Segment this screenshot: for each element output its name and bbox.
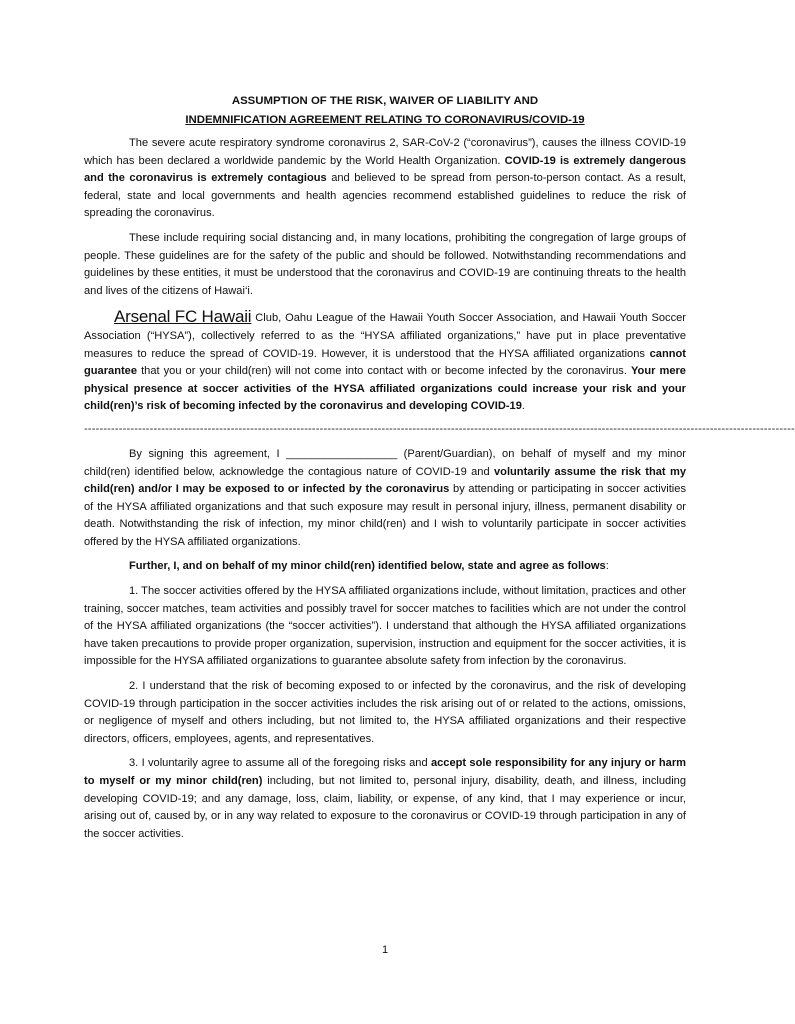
separator-line: ---------------------------------------------------------------------------------------------------------------------------------------------------------------------------------------- bbox=[84, 422, 795, 435]
item3-text-a: 3. I voluntarily agree to assume all of the foregoing risks and bbox=[129, 757, 431, 770]
paragraph-club bbox=[84, 307, 686, 416]
p1-text-c: and believed to be spread from person-to-person contact. As a result, federal, state and local governments and health agencies recommend established guidelines to reduce the risk of spreading the coronavirus. bbox=[84, 172, 686, 220]
document-page bbox=[84, 92, 795, 843]
item3-bold: accept sole responsibility for any injury or harm to myself or my minor child(ren) bbox=[84, 757, 687, 787]
p1-text-a: The severe acute respiratory syndrome coronavirus 2, SAR-CoV-2 (“coronavirus”), causes the illness COVID-19 which has been declared a worldwide pandemic by the World Health Organization. bbox=[84, 137, 686, 167]
p3-text-e: . bbox=[521, 400, 525, 413]
document-title bbox=[84, 92, 686, 130]
p3-text-a: Club, Oahu League of the Hawaii Youth Soccer Association, and Hawaii Youth Soccer Association (“HYSA”), collectively referred to as the “HYSA affiliated organizations,” have put in place preventative measures to reduce the spread of COVID-19. However, it is understood that the HYSA affiliated organizations bbox=[84, 312, 686, 360]
title-line-1: ASSUMPTION OF THE RISK, WAIVER OF LIABILITY AND bbox=[231, 95, 539, 107]
p3-text-c: that you or your child(ren) will not come into contact with or become infected by the coronavirus. bbox=[137, 365, 631, 378]
p3-bold-presence: Your mere physical presence at soccer activities of the HYSA affiliated organizations could increase your risk and your child(ren)’s risk of becoming infected by the coronavirus and developing COVID-19 bbox=[84, 365, 686, 413]
p5-colon: : bbox=[605, 560, 609, 573]
page-number: 1 bbox=[381, 944, 389, 956]
list-item-3 bbox=[84, 755, 686, 843]
paragraph-further bbox=[84, 558, 686, 576]
p4-text-c: by attending or participating in soccer activities of the HYSA affiliated organizations and that such exposure may result in personal injury, illness, permanent disability or death. Notwithstanding the risk of infection, my minor child(ren) and I wish to voluntarily participate in soccer activities offered by the HYSA affiliated organizations. bbox=[84, 483, 686, 548]
paragraph-signing bbox=[84, 446, 686, 552]
title-line-2: INDEMNIFICATION AGREEMENT RELATING TO CORONAVIRUS/COVID-19 bbox=[185, 114, 585, 126]
club-name-field[interactable]: Arsenal FC Hawaii bbox=[114, 307, 252, 327]
p1-bold: COVID-19 is extremely dangerous and the coronavirus is extremely contagious bbox=[84, 154, 686, 185]
list-item-1: 1. The soccer activities offered by the HYSA affiliated organizations include, without limitation, practices and other training, soccer matches, team activities and possibly travel for soccer matches to facilities which are not under the control of the HYSA affiliated organizations (the “soccer activities”). I understand that although the HYSA affiliated organizations have taken precautions to provide proper organization, supervision, instruction and equipment for the soccer activities, it is impossible for the HYSA affiliated organizations to guarantee absolute safety from infection by the coronavirus. bbox=[84, 585, 686, 668]
list-item-2: 2. I understand that the risk of becoming exposed to or infected by the coronavirus, and the risk of developing COVID-19 through participation in the soccer activities includes the risk arising out of or related to the actions, omissions, or negligence of myself and others including, but not limited to, the HYSA affiliated organizations and their respective directors, officers, employees, agents, and representatives. bbox=[84, 680, 686, 745]
paragraph-intro bbox=[84, 135, 686, 223]
p3-bold-guarantee: cannot guarantee bbox=[84, 347, 686, 378]
p4-text-a: By signing this agreement, I __________________ (Parent/Guardian), on behalf of myself and my minor child(ren) identified below, acknowledge the contagious nature of COVID-19 and bbox=[84, 447, 686, 478]
paragraph-guidelines: These include requiring social distancing and, in many locations, prohibiting the congregation of large groups of people. These guidelines are for the safety of the public and should be followed. Notwithstanding recommendations and guidelines by these entities, it must be understood that the coronavirus and COVID-19 are continuing threats to the health and lives of the citizens of Hawai‘i. bbox=[84, 231, 686, 297]
p4-bold: voluntarily assume the risk that my child(ren) and/or I may be exposed to or infected by the coronavirus bbox=[84, 465, 686, 496]
p5-bold: Further, I, and on behalf of my minor child(ren) identified below, state and agree as follows bbox=[129, 560, 606, 573]
item3-text-c: including, but not limited to, personal injury, disability, death, and illness, including developing COVID-19; and any damage, loss, claim, liability, or expense, of any kind, that I may experience or incur, arising out of, caused by, or in any way related to exposure to the coronavirus or COVID-19 through participation in any of the soccer activities. bbox=[84, 775, 686, 840]
